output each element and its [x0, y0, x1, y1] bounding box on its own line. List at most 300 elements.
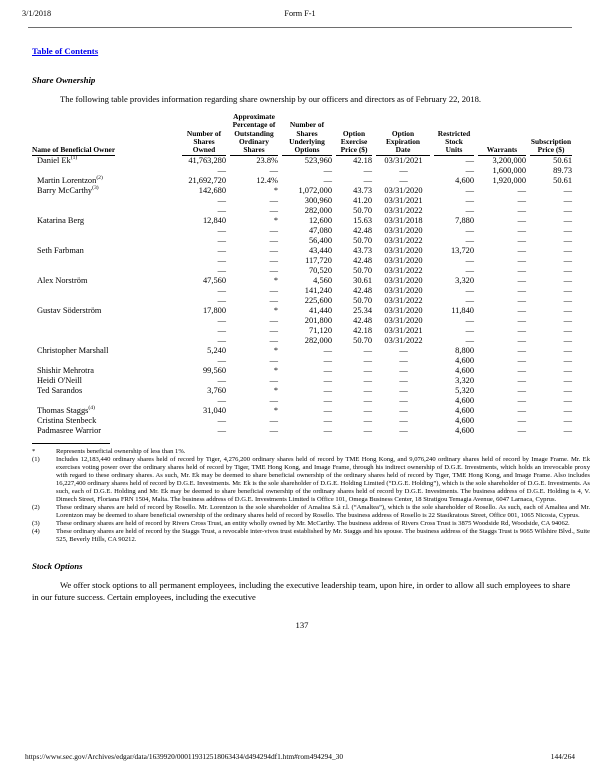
- value-cell: 3,320: [455, 376, 474, 386]
- value-cell: 03/31/2022: [384, 206, 423, 216]
- value-cell: —: [563, 236, 572, 246]
- value-cell: —: [399, 356, 408, 366]
- value-cell: —: [563, 376, 572, 386]
- value-cell: —: [465, 236, 474, 246]
- footnote-reference: (3): [92, 185, 99, 192]
- value-cell: —: [217, 286, 226, 296]
- value-cell: —: [517, 326, 526, 336]
- value-cell: —: [563, 286, 572, 296]
- owner-name-cell: Thomas Staggs$^{(4)}$: [37, 405, 95, 416]
- value-cell: *: [273, 406, 278, 416]
- value-cell: 12,600: [308, 216, 332, 226]
- value-cell: —: [363, 366, 372, 376]
- value-cell: —: [563, 186, 572, 196]
- table-row: [32, 286, 572, 296]
- value-cell: —: [517, 406, 526, 416]
- value-cell: —: [399, 346, 408, 356]
- value-cell: —: [217, 426, 226, 436]
- value-cell: —: [517, 186, 526, 196]
- value-cell: —: [563, 326, 572, 336]
- value-cell: —: [563, 406, 572, 416]
- value-cell: —: [465, 156, 474, 166]
- column-header: Option Exercise Price ($): [332, 113, 372, 156]
- value-cell: 5,240: [207, 346, 226, 356]
- value-cell: —: [465, 256, 474, 266]
- value-cell: —: [217, 376, 226, 386]
- table-row: [32, 426, 572, 436]
- value-cell: 99,560: [202, 366, 226, 376]
- value-cell: —: [323, 346, 332, 356]
- table-row: [32, 326, 572, 336]
- ownership-table: [32, 113, 572, 436]
- value-cell: 300,960: [304, 196, 332, 206]
- footnote-text: Represents beneficial ownership of less than 1%.: [56, 448, 186, 456]
- value-cell: —: [269, 266, 278, 276]
- value-cell: *: [273, 346, 278, 356]
- value-cell: —: [399, 426, 408, 436]
- value-cell: —: [269, 196, 278, 206]
- value-cell: —: [217, 316, 226, 326]
- footnote-gap: [46, 448, 56, 456]
- value-cell: —: [465, 286, 474, 296]
- owner-name-cell: Shishir Mehrotra: [37, 366, 94, 376]
- owner-name-cell: Cristina Stenbeck: [37, 416, 97, 426]
- value-cell: —: [269, 426, 278, 436]
- value-cell: 03/31/2022: [384, 236, 423, 246]
- table-row: [32, 366, 572, 376]
- value-cell: —: [563, 206, 572, 216]
- value-cell: 89.73: [553, 166, 572, 176]
- print-header: [22, 9, 578, 21]
- footnote-marker: (4): [32, 528, 40, 536]
- value-cell: —: [517, 306, 526, 316]
- table-row: [32, 376, 572, 386]
- value-cell: 15.63: [353, 216, 372, 226]
- value-cell: —: [363, 166, 372, 176]
- value-cell: —: [517, 236, 526, 246]
- value-cell: —: [563, 336, 572, 346]
- value-cell: —: [363, 386, 372, 396]
- value-cell: —: [399, 166, 408, 176]
- value-cell: 282,000: [304, 336, 332, 346]
- value-cell: —: [217, 196, 226, 206]
- value-cell: 13,720: [450, 246, 474, 256]
- footnote-text: These ordinary shares are held of record by the Staggs Trust, a revocable inter-vivos trust established by Mr. Staggs and his spouse. The business address of the Staggs Trust is 9665 Wilshire Blvd., Suite 525, Beverly Hills, CA 90212.: [56, 528, 590, 544]
- value-cell: 42.48: [353, 256, 372, 266]
- value-cell: —: [517, 356, 526, 366]
- value-cell: 3,200,000: [492, 156, 526, 166]
- value-cell: 03/31/2020: [384, 286, 423, 296]
- value-cell: 03/31/2022: [384, 336, 423, 346]
- value-cell: —: [269, 396, 278, 406]
- table-row: [32, 416, 572, 426]
- table-row: [32, 236, 572, 246]
- value-cell: —: [465, 296, 474, 306]
- value-cell: —: [269, 326, 278, 336]
- value-cell: —: [563, 386, 572, 396]
- value-cell: —: [217, 206, 226, 216]
- value-cell: 4,600: [455, 396, 474, 406]
- value-cell: 4,600: [455, 416, 474, 426]
- footnotes: [32, 448, 590, 544]
- column-header: Subscription Price ($): [526, 113, 572, 156]
- value-cell: —: [399, 386, 408, 396]
- value-cell: —: [217, 226, 226, 236]
- owner-name-cell: [32, 266, 178, 276]
- value-cell: 42.18: [353, 326, 372, 336]
- value-cell: 03/31/2020: [384, 186, 423, 196]
- value-cell: —: [517, 196, 526, 206]
- column-header: Approximate Percentage of Outstanding Ordinary Shares: [226, 113, 278, 156]
- value-cell: —: [517, 366, 526, 376]
- table-row: [32, 296, 572, 306]
- ownership-table-body: [32, 156, 572, 436]
- value-cell: 03/31/2022: [384, 266, 423, 276]
- value-cell: —: [269, 296, 278, 306]
- value-cell: —: [323, 416, 332, 426]
- value-cell: —: [563, 306, 572, 316]
- owner-name-cell: Gustav Söderström: [37, 306, 102, 316]
- footnote-gap: [46, 520, 56, 528]
- value-cell: —: [517, 256, 526, 266]
- value-cell: —: [517, 296, 526, 306]
- value-cell: —: [269, 376, 278, 386]
- value-cell: —: [269, 236, 278, 246]
- owner-name-cell: Padmasree Warrior: [37, 426, 102, 436]
- value-cell: —: [363, 346, 372, 356]
- value-cell: —: [363, 376, 372, 386]
- value-cell: —: [399, 176, 408, 186]
- value-cell: 4,600: [455, 366, 474, 376]
- value-cell: —: [563, 366, 572, 376]
- form-title: Form F-1: [284, 9, 316, 18]
- footnote: [32, 448, 590, 456]
- value-cell: —: [517, 276, 526, 286]
- value-cell: 50.70: [353, 336, 372, 346]
- footnote-gap: [46, 528, 56, 544]
- value-cell: 4,600: [455, 176, 474, 186]
- value-cell: —: [269, 246, 278, 256]
- value-cell: —: [269, 286, 278, 296]
- value-cell: —: [269, 166, 278, 176]
- value-cell: —: [563, 416, 572, 426]
- value-cell: —: [323, 426, 332, 436]
- value-cell: —: [363, 396, 372, 406]
- value-cell: *: [273, 386, 278, 396]
- owner-name-cell: Katarina Berg: [37, 216, 85, 226]
- column-header: Warrants: [474, 113, 526, 156]
- value-cell: —: [517, 206, 526, 216]
- owner-name-cell: [32, 336, 178, 346]
- value-cell: 1,600,000: [492, 166, 526, 176]
- value-cell: —: [563, 226, 572, 236]
- value-cell: —: [517, 426, 526, 436]
- value-cell: 4,600: [455, 426, 474, 436]
- value-cell: 3,320: [455, 276, 474, 286]
- value-cell: 50.61: [553, 156, 572, 166]
- value-cell: —: [517, 246, 526, 256]
- value-cell: 3,760: [207, 386, 226, 396]
- value-cell: 25.34: [353, 306, 372, 316]
- value-cell: 12,840: [202, 216, 226, 226]
- table-row: [32, 316, 572, 326]
- table-row: [32, 356, 572, 366]
- table-row: [32, 166, 572, 176]
- value-cell: —: [217, 396, 226, 406]
- value-cell: —: [217, 296, 226, 306]
- value-cell: —: [563, 316, 572, 326]
- value-cell: —: [517, 316, 526, 326]
- stock-options-heading: Stock Options: [32, 561, 83, 572]
- table-of-contents-link[interactable]: Table of Contents: [32, 46, 99, 56]
- owner-name-cell: [32, 356, 178, 366]
- owner-name-cell: [32, 226, 178, 236]
- value-cell: —: [269, 336, 278, 346]
- value-cell: 47,080: [308, 226, 332, 236]
- value-cell: —: [399, 366, 408, 376]
- column-header: Option Expiration Date: [372, 113, 430, 156]
- value-cell: 03/31/2021: [384, 196, 423, 206]
- intro-paragraph: The following table provides information regarding share ownership by our officers and directors as of February 22, 2018.: [60, 94, 482, 104]
- value-cell: —: [563, 196, 572, 206]
- value-cell: —: [269, 356, 278, 366]
- footnote-marker: (3): [32, 520, 40, 528]
- value-cell: —: [217, 356, 226, 366]
- table-row: [32, 226, 572, 236]
- value-cell: —: [517, 266, 526, 276]
- value-cell: —: [465, 226, 474, 236]
- table-row: [32, 276, 572, 286]
- value-cell: —: [563, 346, 572, 356]
- table-row: [32, 336, 572, 346]
- value-cell: 42.18: [353, 156, 372, 166]
- value-cell: —: [363, 416, 372, 426]
- value-cell: —: [363, 406, 372, 416]
- value-cell: —: [323, 166, 332, 176]
- column-header: Restricted Stock Units: [430, 113, 474, 156]
- value-cell: —: [465, 196, 474, 206]
- value-cell: 30.61: [353, 276, 372, 286]
- value-cell: 50.70: [353, 236, 372, 246]
- value-cell: 4,600: [455, 406, 474, 416]
- value-cell: —: [323, 386, 332, 396]
- value-cell: 03/31/2020: [384, 226, 423, 236]
- table-row: [32, 216, 572, 226]
- value-cell: 43.73: [353, 246, 372, 256]
- value-cell: 11,840: [451, 306, 474, 316]
- value-cell: —: [563, 396, 572, 406]
- ownership-table-header-row: [32, 113, 572, 156]
- value-cell: *: [273, 306, 278, 316]
- owner-name-cell: [32, 166, 178, 176]
- value-cell: —: [517, 336, 526, 346]
- page-number: 137: [295, 620, 309, 631]
- value-cell: —: [217, 236, 226, 246]
- value-cell: 117,720: [305, 256, 332, 266]
- value-cell: —: [465, 266, 474, 276]
- value-cell: 03/31/2020: [384, 246, 423, 256]
- value-cell: —: [399, 416, 408, 426]
- table-row: [32, 186, 572, 196]
- value-cell: *: [273, 276, 278, 286]
- value-cell: 1,072,000: [298, 186, 332, 196]
- value-cell: 142,680: [198, 186, 226, 196]
- owner-name-cell: Daniel Ek$^{(1)}$: [37, 155, 78, 166]
- value-cell: 17,800: [202, 306, 226, 316]
- table-row: [32, 386, 572, 396]
- value-cell: 03/31/2018: [384, 216, 423, 226]
- value-cell: —: [363, 426, 372, 436]
- value-cell: —: [363, 356, 372, 366]
- value-cell: 03/31/2021: [384, 156, 423, 166]
- table-row: [32, 396, 572, 406]
- value-cell: 43,440: [308, 246, 332, 256]
- value-cell: —: [269, 416, 278, 426]
- value-cell: —: [399, 406, 408, 416]
- value-cell: 23.8%: [256, 156, 278, 166]
- value-cell: —: [217, 336, 226, 346]
- value-cell: 03/31/2020: [384, 256, 423, 266]
- footnote-marker: (2): [32, 504, 40, 512]
- value-cell: —: [399, 396, 408, 406]
- value-cell: —: [217, 326, 226, 336]
- value-cell: 4,600: [455, 356, 474, 366]
- owner-name-cell: Martin Lorentzon$^{(2)}$: [37, 175, 103, 186]
- value-cell: 50.70: [353, 206, 372, 216]
- owner-name-cell: Barry McCarthy$^{(3)}$: [37, 185, 99, 196]
- owner-name-cell: [32, 316, 178, 326]
- table-row: [32, 156, 572, 166]
- value-cell: 50.61: [553, 176, 572, 186]
- value-cell: —: [563, 246, 572, 256]
- value-cell: —: [323, 356, 332, 366]
- value-cell: 03/31/2020: [384, 316, 423, 326]
- value-cell: 03/31/2021: [384, 326, 423, 336]
- value-cell: —: [323, 366, 332, 376]
- footnote-separator: [32, 443, 110, 444]
- table-row: [32, 256, 572, 266]
- header-rule: [28, 27, 572, 28]
- value-cell: 7,880: [455, 216, 474, 226]
- value-cell: —: [563, 256, 572, 266]
- print-date: 3/1/2018: [22, 9, 52, 18]
- value-cell: —: [323, 176, 332, 186]
- value-cell: —: [269, 226, 278, 236]
- value-cell: —: [517, 226, 526, 236]
- value-cell: 41,763,280: [188, 156, 226, 166]
- value-cell: —: [465, 166, 474, 176]
- value-cell: 1,920,000: [492, 176, 526, 186]
- value-cell: 03/31/2020: [384, 276, 423, 286]
- table-row: [32, 406, 572, 416]
- footnote: [32, 528, 590, 544]
- page-content: [32, 41, 590, 631]
- value-cell: 47,560: [202, 276, 226, 286]
- value-cell: 201,800: [304, 316, 332, 326]
- value-cell: —: [563, 356, 572, 366]
- value-cell: —: [563, 266, 572, 276]
- footnote-reference: (4): [88, 405, 95, 412]
- value-cell: —: [517, 376, 526, 386]
- value-cell: —: [517, 286, 526, 296]
- value-cell: —: [323, 396, 332, 406]
- owner-name-cell: [32, 256, 178, 266]
- owner-name-cell: [32, 396, 178, 406]
- value-cell: 70,520: [308, 266, 332, 276]
- value-cell: 56,400: [308, 236, 332, 246]
- value-cell: —: [517, 396, 526, 406]
- footnote-marker: *: [32, 448, 36, 456]
- footnote-reference: (2): [96, 175, 103, 182]
- value-cell: —: [323, 376, 332, 386]
- value-cell: *: [273, 366, 278, 376]
- value-cell: —: [217, 246, 226, 256]
- owner-name-cell: [32, 196, 178, 206]
- footnote-text: Includes 12,183,440 ordinary shares held of record by Tiger, 4,276,200 ordinary shares held of record by TME Hong Kong, and 9,076,240 ordinary shares held of record by Image Frame. Mr. Ek exercises voting power over the ordinary shares held of record by Tiger, TME Hong Kong, and Image Frame, through his indirect ownership of D.G.E. Investments, which holds an irrevocable proxy with regard to these ordinary shares. As such, Mr. Ek may be deemed to share beneficial ownership of the ordinary shares held of record by Tiger, TME Hong Kong, and Image Frame. Also includes 16,227,400 ordinary shares held of record by D.G.E. Investments. Mr. Ek is the sole shareholder of D.G.E. Holding Limited (“D.G.E. Holding”), which is the sole shareholder of D.G.E. Investments. As such, each of D.G.E. Holding and Mr. Ek may be deemed to share beneficial ownership of the ordinary shares held of record by D.G.E. Investments. The business address of D.G.E. Holding is 4, V. Dimech Street, Floriana FRN 1504, Malta. The business address of D.G.E. Investments Limited is Office 101, Omega Business Center, 18 Stratigou Temagia Avenue, 6047 Larnaca, Cyprus.: [56, 456, 590, 504]
- value-cell: —: [269, 256, 278, 266]
- owner-name-cell: Christopher Marshall: [37, 346, 109, 356]
- value-cell: 03/31/2020: [384, 306, 423, 316]
- value-cell: —: [323, 406, 332, 416]
- footnote-marker: (1): [32, 456, 40, 464]
- value-cell: 50.70: [353, 266, 372, 276]
- value-cell: —: [465, 336, 474, 346]
- column-header: Number of Shares Underlying Options: [278, 113, 332, 156]
- value-cell: 50.70: [353, 296, 372, 306]
- footnote-gap: [46, 504, 56, 520]
- value-cell: —: [465, 206, 474, 216]
- owner-name-cell: [32, 206, 178, 216]
- value-cell: 141,240: [304, 286, 332, 296]
- owner-name-cell: Seth Farbman: [37, 246, 84, 256]
- table-row: [32, 196, 572, 206]
- value-cell: —: [465, 186, 474, 196]
- column-header: Name of Beneficial Owner: [32, 113, 178, 156]
- owner-name-cell: [32, 236, 178, 246]
- value-cell: 71,120: [308, 326, 332, 336]
- owner-name-cell: Heidi O'Neill: [37, 376, 83, 386]
- value-cell: *: [273, 186, 278, 196]
- owner-name-cell: [32, 296, 178, 306]
- value-cell: *: [273, 216, 278, 226]
- share-ownership-heading: Share Ownership: [32, 75, 96, 85]
- value-cell: 282,000: [304, 206, 332, 216]
- table-row: [32, 206, 572, 216]
- value-cell: 42.48: [353, 286, 372, 296]
- value-cell: 42.48: [353, 316, 372, 326]
- owner-name-cell: Ted Sarandos: [37, 386, 83, 396]
- value-cell: 41.20: [353, 196, 372, 206]
- value-cell: —: [517, 346, 526, 356]
- value-cell: 43.73: [353, 186, 372, 196]
- value-cell: 4,560: [313, 276, 332, 286]
- value-cell: —: [217, 416, 226, 426]
- value-cell: 31,040: [202, 406, 226, 416]
- value-cell: —: [563, 216, 572, 226]
- footnote-reference: (1): [70, 155, 78, 162]
- value-cell: —: [517, 216, 526, 226]
- footnote: [32, 520, 590, 528]
- value-cell: —: [399, 376, 408, 386]
- owner-name-cell: Alex Norström: [37, 276, 88, 286]
- value-cell: —: [269, 206, 278, 216]
- owner-name-cell: [32, 286, 178, 296]
- value-cell: —: [217, 256, 226, 266]
- footnote: [32, 504, 590, 520]
- value-cell: 03/31/2022: [384, 296, 423, 306]
- footnote-gap: [46, 456, 56, 504]
- value-cell: —: [465, 316, 474, 326]
